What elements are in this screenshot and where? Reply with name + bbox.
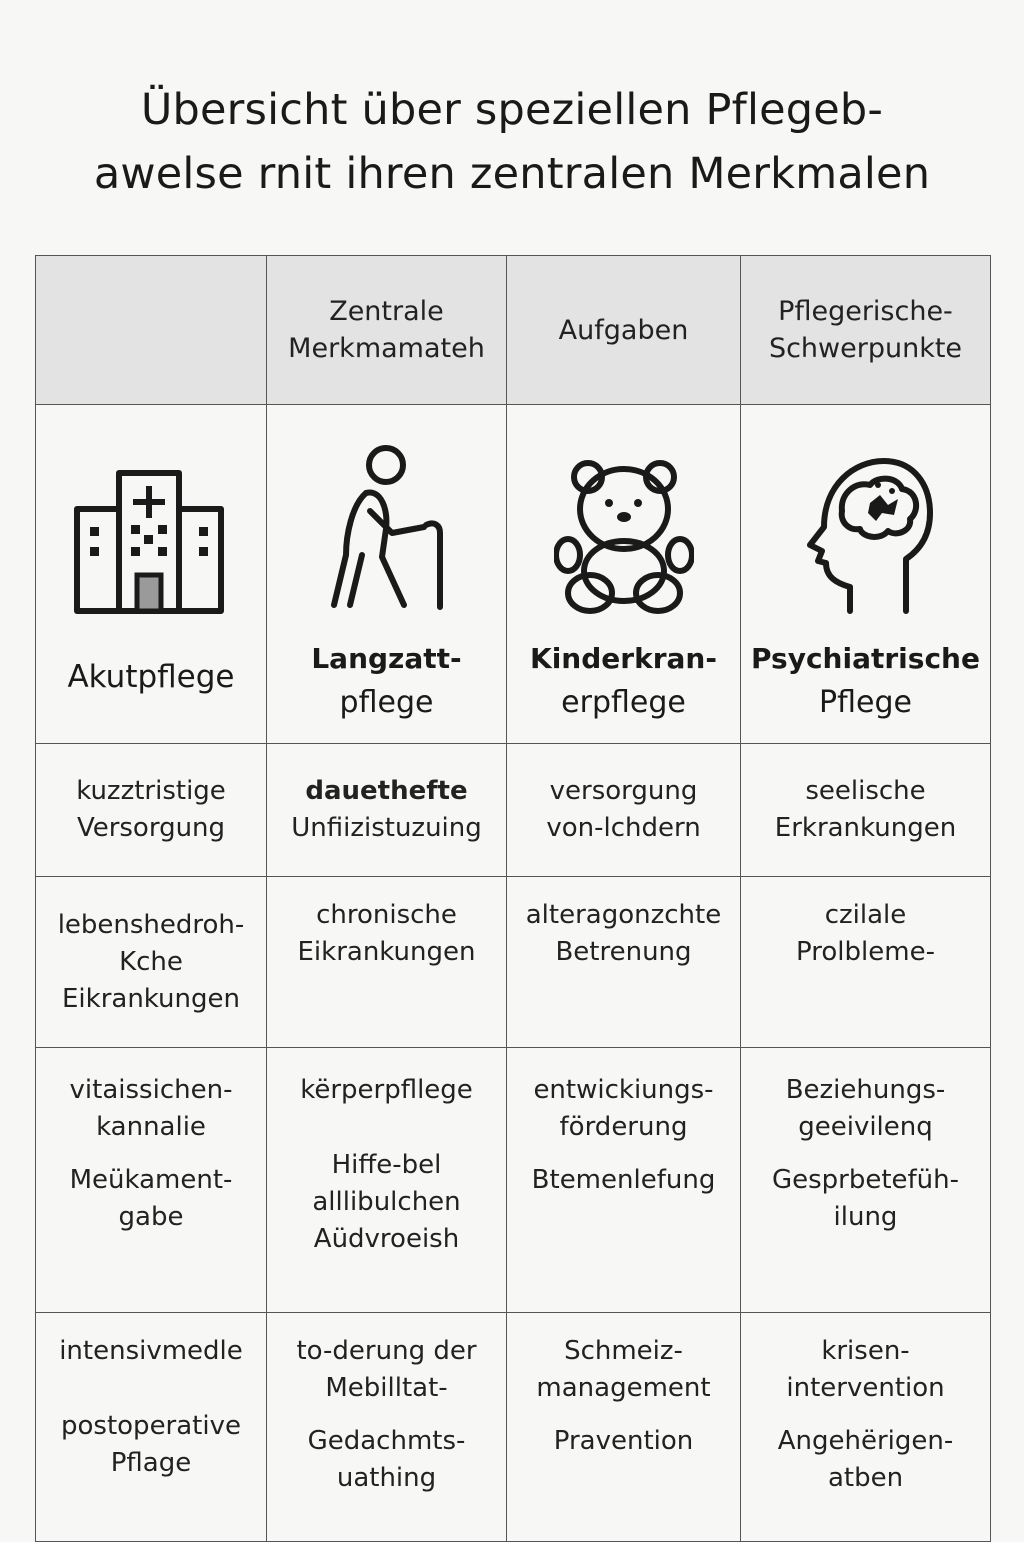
care-type-row <box>36 405 991 744</box>
table-cell: alteragonzchte Betrenung <box>507 877 741 1048</box>
title-line-2: awelse rnit ihren zentralen Merkmalen <box>93 149 931 199</box>
table-cell: to-derung der Mebilltat- Gedachmts- uathing <box>267 1313 507 1542</box>
care-types-table <box>35 255 991 1542</box>
table-row <box>36 1048 991 1313</box>
elderly-with-cane-icon <box>322 445 452 615</box>
table-cell: chronische Eikrankungen <box>267 877 507 1048</box>
table-cell: entwickiungs- förderung Btemenlefung <box>507 1048 741 1313</box>
teddy-bear-icon <box>554 459 694 615</box>
table-row <box>36 744 991 877</box>
header-cell-schwerpunkte: Pflegerische- Schwerpunkte <box>741 256 991 405</box>
care-type-name: Akutpflege <box>67 659 235 695</box>
care-type-name: Psychiatrische <box>751 642 980 675</box>
table-cell: Beziehungs- geeivilenq Gesprbetefüh- ilung <box>741 1048 991 1313</box>
table-cell: krisen- intervention Angehërigen- atben <box>741 1313 991 1542</box>
page-title <box>0 78 1024 206</box>
table-header-row <box>36 256 991 405</box>
table-cell: intensivmedle postoperative Pflage <box>36 1313 267 1542</box>
care-type-name: Kinderkran- <box>530 642 717 675</box>
table-row <box>36 1313 991 1542</box>
table-cell: seelische Erkrankungen <box>741 744 991 877</box>
table-cell: lebenshedroh- Kche Eikrankungen <box>36 877 267 1048</box>
title-line-1: Übersicht über speziellen Pflegeb- <box>140 85 884 135</box>
table-cell: kuzztristige Versorgung <box>36 744 267 877</box>
header-cell-empty <box>36 256 267 405</box>
table-cell: versorgung von-lchdern <box>507 744 741 877</box>
header-cell-aufgaben: Aufgaben <box>507 256 741 405</box>
care-type-psychiatrische-pflege: Psychiatrische Pflege <box>741 405 991 744</box>
care-type-akutpflege <box>36 405 267 744</box>
header-cell-merkmale: Zentrale Merkmamateh <box>267 256 507 405</box>
table-cell: czilale Prolbleme- <box>741 877 991 1048</box>
care-type-langzeitpflege: Langzatt- pflege <box>267 405 507 744</box>
table-row <box>36 877 991 1048</box>
table-cell: vitaissichen- kannalie Meükament- gabe <box>36 1048 267 1313</box>
hospital-icon <box>71 465 231 615</box>
table-cell: Schmeiz- management Pravention <box>507 1313 741 1542</box>
table-cell: dauethefte Unfiizistuzuing <box>267 744 507 877</box>
head-brain-icon <box>796 455 936 615</box>
care-type-name: Langzatt- <box>311 642 462 675</box>
table-cell: kërperpfllege Hiffe-bel alllibulchen Aüdvroeish <box>267 1048 507 1313</box>
care-type-kinderkrankenpflege: Kinderkran- erpflege <box>507 405 741 744</box>
